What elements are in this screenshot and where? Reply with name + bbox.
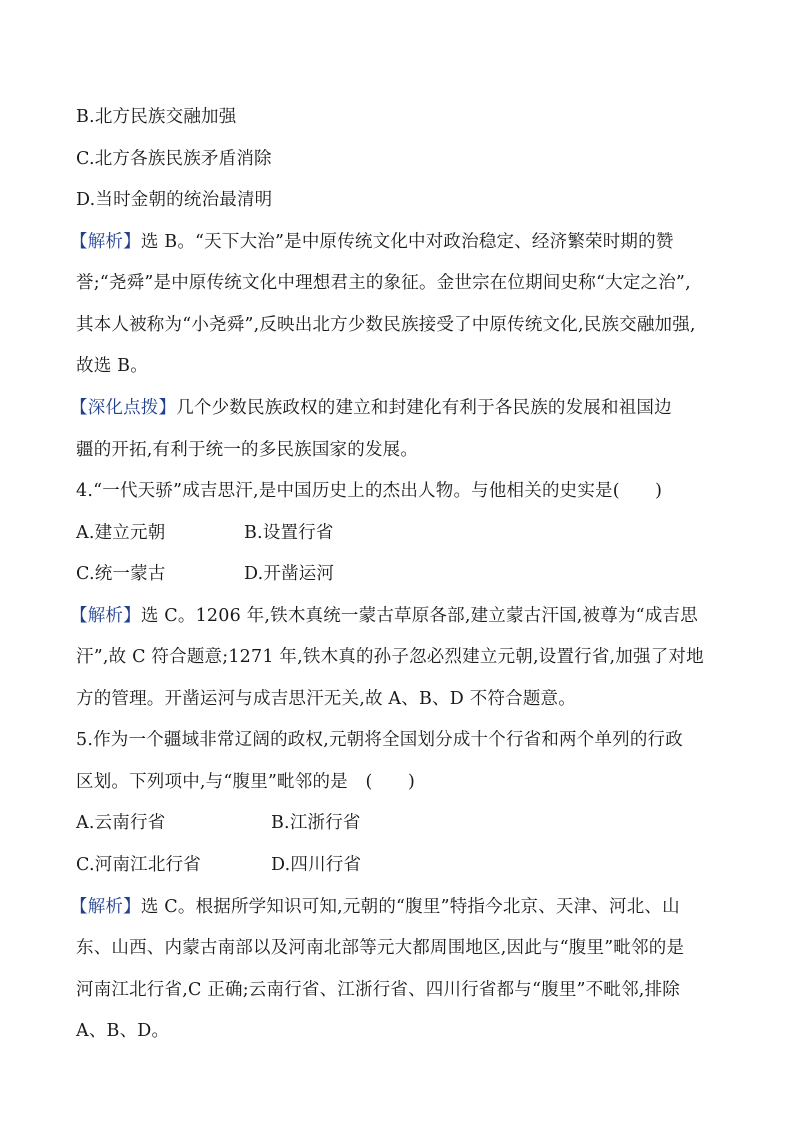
analysis-tag: 【解析】 (70, 606, 141, 626)
analysis-text: 选 B。“天下大治”是中原传统文化中对政治稳定、经济繁荣时期的赞 (140, 232, 674, 252)
q5-analysis-line-2: 东、山西、内蒙古南部以及河南北部等元大都周围地区,因此与“腹里”毗邻的是 (76, 938, 685, 958)
q4-option-d: D.开凿运河 (244, 564, 335, 584)
q3-option-b: B.北方民族交融加强 (76, 107, 237, 127)
q3-analysis-line-2: 誉;“尧舜”是中原传统文化中理想君主的象征。金世宗在位期间史称“大定之治”, (76, 273, 691, 293)
q4-options-row-2 (76, 562, 334, 586)
q3-option-c: C.北方各族民族矛盾消除 (76, 149, 272, 169)
q4-options-row-1 (76, 521, 334, 545)
q5-stem-line-2: 区划。下列项中,与“腹里”毗邻的是 ( ) (76, 772, 416, 792)
analysis-text: 选 C。1206 年,铁木真统一蒙古草原各部,建立蒙古汗国,被尊为“成吉思 (140, 606, 698, 626)
q5-option-d: D.四川行省 (271, 855, 362, 875)
q3-analysis-line-4: 故选 B。 (76, 356, 148, 376)
analysis-tag: 【解析】 (70, 897, 141, 917)
q5-analysis-line-1 (70, 895, 680, 919)
q4-option-a: A.建立元朝 (76, 523, 166, 543)
q3-tip-line-1 (70, 396, 672, 420)
q4-analysis-line-2: 汗”,故 C 符合题意;1271 年,铁木真的孙子忽必烈建立元朝,设置行省,加强了对地 (76, 647, 704, 667)
q4-analysis-line-3: 方的管理。开凿运河与成吉思汗无关,故 A、B、D 不符合题意。 (76, 689, 576, 709)
q3-option-d: D.当时金朝的统治最清明 (76, 190, 273, 210)
q5-analysis-line-4: A、B、D。 (76, 1021, 170, 1041)
q5-options-row-2 (76, 853, 361, 877)
q4-analysis-line-1 (70, 604, 698, 628)
analysis-text: 选 C。根据所学知识可知,元朝的“腹里”特指今北京、天津、河北、山 (140, 897, 680, 917)
analysis-tag: 【解析】 (70, 232, 141, 252)
q4-option-b: B.设置行省 (244, 523, 334, 543)
q3-tip-line-2: 疆的开拓,有利于统一的多民族国家的发展。 (76, 440, 419, 460)
q3-analysis-line-1 (70, 230, 674, 254)
tip-text: 几个少数民族政权的建立和封建化有利于各民族的发展和祖国边 (176, 398, 672, 418)
q3-analysis-line-3: 其本人被称为“小尧舜”,反映出北方少数民族接受了中原传统文化,民族交融加强, (76, 315, 696, 335)
q5-option-c: C.河南江北行省 (76, 855, 201, 875)
q5-analysis-line-3: 河南江北行省,C 正确;云南行省、江浙行省、四川行省都与“腹里”不毗邻,排除 (76, 980, 680, 1000)
tip-tag: 【深化点拨】 (70, 398, 177, 418)
q4-option-c: C.统一蒙古 (76, 564, 166, 584)
q5-option-a: A.云南行省 (76, 813, 166, 833)
q5-option-b: B.江浙行省 (271, 813, 361, 833)
q5-stem-line-1: 5.作为一个疆域非常辽阔的政权,元朝将全国划分成十个行省和两个单列的行政 (76, 730, 683, 750)
q4-stem: 4.“一代天骄”成吉思汗,是中国历史上的杰出人物。与他相关的史实是( ) (76, 481, 663, 501)
q5-options-row-1 (76, 811, 361, 835)
